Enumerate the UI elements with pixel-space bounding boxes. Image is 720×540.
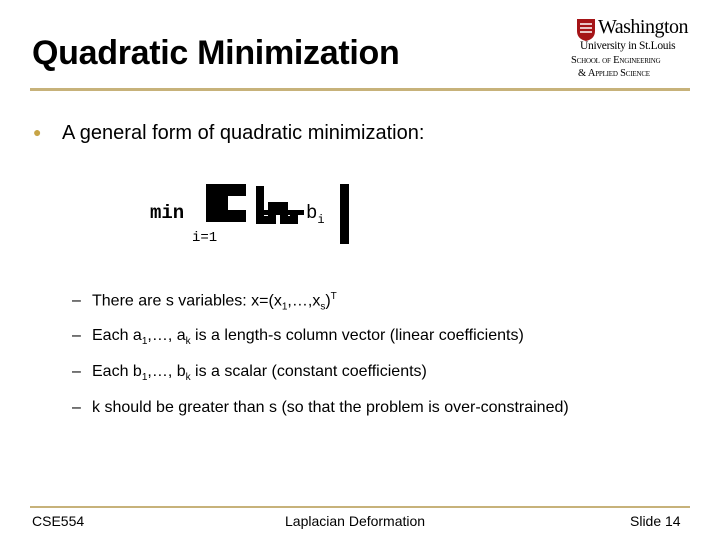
formula-glyph-sigma	[198, 180, 308, 226]
formula-bar	[340, 184, 349, 244]
main-bullet-text: A general form of quadratic minimization:	[62, 122, 425, 144]
slide-title: Quadratic Minimization	[32, 34, 400, 72]
logo-line-2: University in St.Louis	[580, 40, 676, 52]
bullet-icon: ●	[33, 124, 42, 140]
shield-icon	[576, 18, 596, 42]
footer-divider	[30, 506, 690, 508]
formula-min: min	[150, 202, 185, 224]
list-item: – Each $a_1,\dots$, $a_k$ is a length-s column vector (linear coefficients)	[72, 327, 524, 348]
footer-topic: Laplacian Deformation	[285, 513, 426, 529]
footer-slide-number: Slide 14	[630, 513, 681, 529]
logo-line-3: School of Engineering	[571, 55, 661, 66]
header-divider	[30, 88, 690, 91]
list-item: – k should be greater than s (so that the problem is over-constrained)	[72, 399, 569, 416]
logo-line-1: Washington	[598, 16, 689, 38]
list-item: – Each $b_1,\dots$, $b_k$ is a scalar (constant coefficients)	[72, 363, 427, 384]
footer-course: CSE554	[32, 513, 85, 529]
list-item: – There are s variables: $x=(x_1,\dots,x_s)^T$	[72, 291, 337, 313]
logo-line-4: & Applied Science	[578, 68, 650, 79]
formula-b: $b_i$	[306, 202, 325, 227]
university-logo	[568, 14, 692, 82]
formula-index: i=1	[192, 230, 218, 246]
formula	[150, 180, 370, 250]
